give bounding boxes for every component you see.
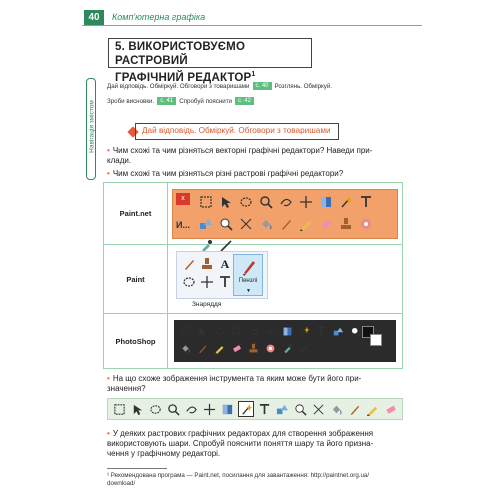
tool-icon[interactable] (337, 215, 355, 233)
tool-icon[interactable] (275, 401, 290, 417)
side-tab-label: Навігація змістом (88, 100, 96, 153)
table-row (104, 183, 403, 245)
paint-toolbox-cell (168, 245, 403, 314)
tool-glyph-icon (339, 195, 353, 209)
section-title-line2: ГРАФІЧНИЙ РЕДАКТОР$^1$ (115, 71, 256, 84)
tool-glyph-icon (239, 195, 253, 209)
close-icon: x (176, 193, 190, 205)
tool-icon[interactable] (277, 193, 295, 211)
editors-comparison-table (103, 182, 403, 369)
tool-glyph-icon (316, 326, 327, 337)
tool-glyph-icon (200, 257, 214, 271)
tool-glyph-icon (312, 403, 325, 416)
eraser-icon[interactable] (180, 273, 198, 291)
nav-badge-page-42[interactable]: с. 42 (235, 97, 254, 105)
tool-glyph-icon (239, 217, 253, 231)
tool-glyph-icon (218, 275, 232, 289)
magnifier-icon[interactable] (216, 273, 234, 291)
tool-glyph-icon (294, 403, 307, 416)
section-title (108, 38, 312, 84)
tool-glyph-icon (197, 343, 208, 354)
table-row (104, 245, 403, 314)
tool-icon[interactable] (237, 193, 255, 211)
tool-icon[interactable] (329, 401, 344, 417)
tool-icon[interactable] (195, 324, 210, 339)
tool-icon[interactable] (202, 401, 217, 417)
tool-icon[interactable] (237, 215, 255, 233)
paintnet-tool-grid (197, 193, 376, 258)
nav-row-2 (107, 97, 254, 105)
tool-glyph-icon (182, 257, 196, 271)
tool-icon[interactable] (197, 215, 215, 233)
tool-icon[interactable] (229, 324, 244, 339)
tool-icon[interactable] (297, 215, 315, 233)
editor-name-paintnet: Paint.net (104, 183, 168, 245)
tool-glyph-icon (299, 195, 313, 209)
color-picker-icon[interactable] (198, 273, 216, 291)
tool-glyph-icon (350, 326, 361, 337)
tool-glyph-icon (214, 343, 225, 354)
tool-icon[interactable] (197, 193, 215, 211)
tool-icon[interactable] (246, 324, 261, 339)
tool-icon[interactable] (257, 215, 275, 233)
brushes-button (233, 254, 263, 296)
bullet-icon: • (107, 374, 110, 383)
tool-glyph-icon (231, 326, 242, 337)
tool-icon[interactable] (293, 401, 308, 417)
tool-glyph-icon (279, 217, 293, 231)
tool-glyph-icon (366, 403, 379, 416)
tool-glyph-icon (240, 403, 253, 416)
nav-badge-page-40[interactable]: с. 40 (253, 82, 272, 90)
tool-icon[interactable] (280, 324, 295, 339)
tool-icon[interactable] (317, 193, 335, 211)
tool-icon[interactable] (130, 401, 145, 417)
tool-icon[interactable] (217, 193, 235, 211)
tool-icon[interactable] (365, 401, 380, 417)
tool-glyph-icon (248, 326, 259, 337)
tool-icon[interactable] (220, 401, 235, 417)
tool-glyph-icon (333, 326, 344, 337)
tool-icon[interactable] (357, 193, 375, 211)
tool-icon[interactable] (178, 341, 193, 356)
chevron-down-icon: ▼ (246, 288, 251, 294)
brush-icon (241, 258, 257, 276)
brushes-label: Пензлі (238, 278, 258, 284)
tool-glyph-icon (219, 217, 233, 231)
tool-icon[interactable] (229, 341, 244, 356)
tool-glyph-icon (131, 403, 144, 416)
nav-item-explain[interactable]: Спробуй пояснити (179, 97, 233, 105)
tool-glyph-icon (180, 326, 191, 337)
tool-icon[interactable] (277, 215, 295, 233)
tool-icon[interactable] (217, 215, 235, 233)
tool-icon[interactable] (112, 401, 127, 417)
tool-glyph-icon (359, 195, 373, 209)
tool-icon[interactable] (246, 341, 261, 356)
background-color-swatch (370, 334, 382, 346)
nav-badge-page-41[interactable]: с. 41 (157, 97, 176, 105)
tool-glyph-icon (113, 403, 126, 416)
tool-glyph-icon (219, 195, 233, 209)
tool-icon[interactable] (166, 401, 181, 417)
tool-glyph-icon (199, 217, 213, 231)
tool-icon[interactable] (238, 401, 253, 417)
tool-icon[interactable] (331, 324, 346, 339)
question-raster-editors: • Чим схожі та чим різняться різні растрові графічні редактори? (107, 169, 344, 178)
footnote: ¹ Рекомендована програма — Paint.net, посилання для завантаження: http://paintnet.org.ua/ download/ (107, 472, 370, 487)
tool-glyph-icon (221, 403, 234, 416)
tool-icon[interactable] (257, 193, 275, 211)
tool-icon[interactable] (257, 401, 272, 417)
photoshop-toolbox-cell (168, 314, 403, 369)
tool-icon[interactable] (212, 341, 227, 356)
fill-bucket-icon[interactable] (198, 255, 216, 273)
tool-icon[interactable] (347, 401, 362, 417)
tool-glyph-icon (149, 403, 162, 416)
tool-icon[interactable] (317, 215, 335, 233)
editor-name-paint: Paint (104, 245, 168, 314)
side-navigation-tab (86, 78, 96, 180)
question-vector-editors: • Чим схожі та чим різняться векторні графічні редактори? Наведи при- клади. (107, 146, 373, 165)
tool-icon[interactable] (357, 215, 375, 233)
tool-glyph-icon (299, 326, 310, 337)
tool-glyph-icon (265, 326, 276, 337)
tool-glyph-icon (199, 195, 213, 209)
tool-glyph-icon (214, 326, 225, 337)
tool-glyph-icon (282, 343, 293, 354)
tool-icon[interactable] (148, 401, 163, 417)
photoshop-tool-grid (178, 324, 380, 356)
tool-icon[interactable] (195, 341, 210, 356)
nav-item-discuss[interactable]: Дай відповідь. Обміркуй. Обговори з товаришами (107, 82, 250, 90)
tool-glyph-icon (348, 403, 361, 416)
tool-glyph-icon (259, 195, 273, 209)
tool-icon[interactable] (383, 401, 398, 417)
tool-glyph-icon (185, 403, 198, 416)
tool-glyph-icon (279, 195, 293, 209)
paintnet-toolbox-cell (168, 183, 403, 245)
footnote-marker: 1 (251, 71, 256, 78)
bullet-icon: • (107, 146, 110, 155)
tool-icon[interactable] (263, 324, 278, 339)
tool-icon[interactable] (314, 324, 329, 339)
tool-glyph-icon (299, 343, 310, 354)
tool-icon[interactable] (178, 324, 193, 339)
tool-icon[interactable] (297, 193, 315, 211)
tool-glyph-icon (330, 403, 343, 416)
tool-glyph-icon (203, 403, 216, 416)
tool-glyph-icon (197, 326, 208, 337)
nav-item-examine[interactable]: Розглянь. Обміркуй. (274, 82, 333, 90)
footnote-divider (107, 468, 167, 469)
tool-icon[interactable] (311, 401, 326, 417)
tool-icon[interactable] (348, 324, 363, 339)
editor-name-photoshop: PhotoShop (104, 314, 168, 369)
tool-glyph-icon (319, 217, 333, 231)
tool-glyph-icon (319, 195, 333, 209)
photoshop-toolbox (174, 320, 396, 362)
table-row (104, 314, 403, 369)
tool-icon[interactable] (263, 341, 278, 356)
tool-glyph-icon (182, 275, 196, 289)
section-title-line1: 5. ВИКОРИСТОВУЄМО РАСТРОВИЙ (115, 41, 246, 67)
tool-glyph-icon (299, 217, 313, 231)
tool-icon[interactable] (297, 324, 312, 339)
tools-group-caption: Знаряддя (192, 301, 222, 308)
tool-icon[interactable] (337, 193, 355, 211)
tool-glyph-icon (276, 403, 289, 416)
tool-icon[interactable] (184, 401, 199, 417)
tool-glyph-icon (265, 343, 276, 354)
paint-tool-grid (180, 255, 233, 290)
tool-glyph-icon (231, 343, 242, 354)
text-icon[interactable]: A (220, 256, 230, 271)
question-layers: • У деяких растрових графічних редакторах для створення зображення використовують шари. Спробуй пояснити поняття шару та його призна- чення у графічному редакторі. (107, 429, 374, 458)
paintnet-toolbox (172, 189, 398, 239)
pencil-icon[interactable] (180, 255, 198, 273)
tool-glyph-icon (200, 275, 214, 289)
paintnet-toolbox-abbrev: И... (176, 219, 190, 230)
tool-glyph-icon (384, 403, 397, 416)
tool-glyph-icon (167, 403, 180, 416)
tool-icon[interactable] (280, 341, 295, 356)
tool-glyph-icon (282, 326, 293, 337)
running-title: Комп'ютерна графіка (112, 12, 206, 22)
nav-row-1 (107, 82, 332, 90)
question-tool-image: • На що схоже зображення інструмента та яким може бути його при- значення? (107, 374, 362, 393)
page-number: 40 (84, 10, 104, 25)
nav-item-conclude[interactable]: Зроби висновки. (107, 97, 155, 105)
tool-glyph-icon (359, 217, 373, 231)
tool-icon[interactable] (212, 324, 227, 339)
paint-toolbox (174, 249, 396, 309)
tool-glyph-icon (339, 217, 353, 231)
tool-glyph-icon (259, 217, 273, 231)
tool-glyph-icon (248, 343, 259, 354)
tool-glyph-icon (180, 343, 191, 354)
tool-glyph-icon (258, 403, 271, 416)
subsection-heading: Дай відповідь. Обміркуй. Обговори з товаришами (135, 123, 339, 140)
tool-icon-strip (107, 398, 403, 420)
bullet-icon: • (107, 169, 110, 178)
paint-tools-group (176, 251, 268, 299)
tool-icon[interactable] (297, 341, 312, 356)
bullet-icon: • (107, 429, 110, 438)
